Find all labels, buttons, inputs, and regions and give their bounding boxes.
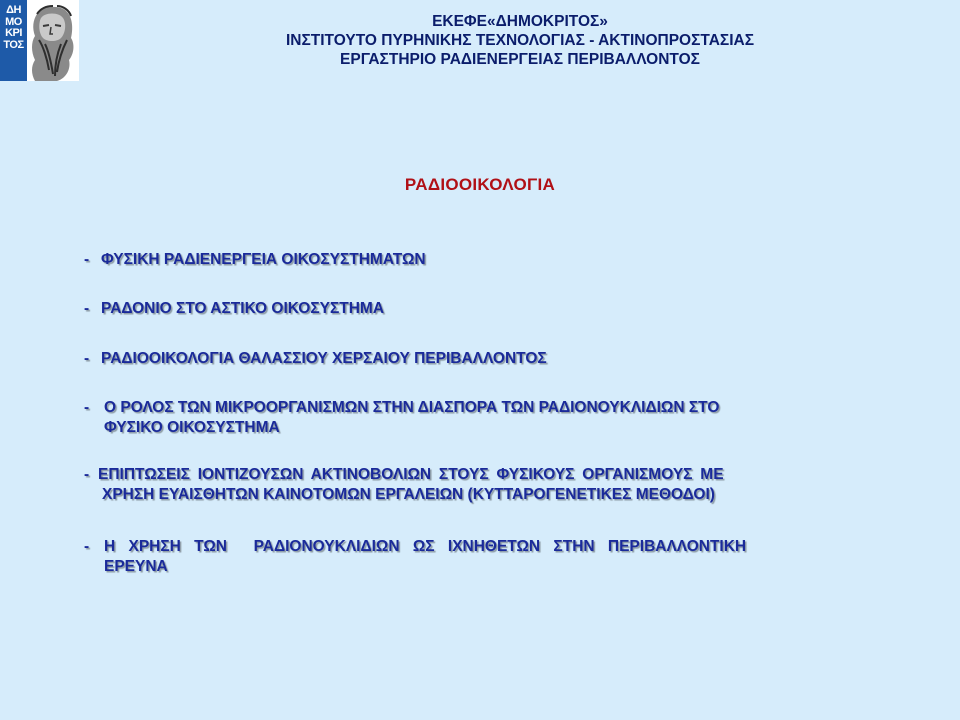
list-item-text: Η ΧΡΗΣΗ ΤΩΝ ΡΑΔΙΟΝΟΥΚΛΙΔΙΩΝ ΩΣ ΙΧΝΗΘΕΤΩΝ ΣΤΗΝ ΠΕΡΙΒΑΛΛΟΝΤΙΚΗ xyxy=(104,538,747,555)
page-title xyxy=(0,175,960,195)
list-item-text: ΡΑΔΟΝΙΟ ΣΤΟ ΑΣΤΙΚΟ ΟΙΚΟΣΥΣΤΗΜΑ xyxy=(101,300,385,317)
logo-text-line: ΜΟ xyxy=(5,15,22,28)
header-line-institute: ΙΝΣΤΙΤΟΥΤΟ ΠΥΡΗΝΙΚΗΣ ΤΕΧΝΟΛΟΓΙΑΣ - ΑΚΤΙΝΟΠΡΟΣΤΑΣΙΑΣ xyxy=(285,32,755,49)
democritus-bust-icon xyxy=(27,0,79,81)
list-item xyxy=(84,299,884,319)
list-dash: - xyxy=(84,251,90,268)
list-item-text-continued: ΧΡΗΣΗ ΕΥΑΙΣΘΗΤΩΝ ΚΑΙΝΟΤΟΜΩΝ ΕΡΓΑΛΕΙΩΝ (ΚΥΤΤΑΡΟΓΕΝΕΤΙΚΕΣ ΜΕΘΟΔΟΙ) xyxy=(102,486,715,503)
logo-text-line: ΚΡΙ xyxy=(5,27,22,39)
list-item-text-continued: ΕΡΕΥΝΑ xyxy=(104,558,168,575)
list-dash: - xyxy=(84,300,90,317)
list-item-text: ΦΥΣΙΚΗ ΡΑΔΙΕΝΕΡΓΕΙΑ ΟΙΚΟΣΥΣΤΗΜΑΤΩΝ xyxy=(101,251,426,268)
page-title-text: ΡΑΔΙΟΟΙΚΟΛΟΓΙΑ xyxy=(404,175,556,194)
logo-text-strip xyxy=(0,0,27,81)
list-dash: - xyxy=(84,399,90,416)
list-dash: - xyxy=(84,350,90,367)
list-item xyxy=(84,537,884,577)
list-item xyxy=(84,349,884,369)
list-item-text: ΡΑΔΙΟΟΙΚΟΛΟΓΙΑ ΘΑΛΑΣΣΙΟΥ ΧΕΡΣΑΙΟΥ ΠΕΡΙΒΑΛΛΟΝΤΟΣ xyxy=(101,350,547,367)
list-item xyxy=(84,250,884,270)
header-line-laboratory: ΕΡΓΑΣΤΗΡΙΟ ΡΑΔΙΕΝΕΡΓΕΙΑΣ ΠΕΡΙΒΑΛΛΟΝΤΟΣ xyxy=(340,51,700,68)
header-line-organization: ΕΚΕΦΕ«ΔΗΜΟΚΡΙΤΟΣ» xyxy=(432,13,608,30)
democritos-logo xyxy=(0,0,79,81)
list-item xyxy=(84,465,884,505)
list-item-text: Ο ΡΟΛΟΣ ΤΩΝ ΜΙΚΡΟΟΡΓΑΝΙΣΜΩΝ ΣΤΗΝ ΔΙΑΣΠΟΡΑ ΤΩΝ ΡΑΔΙΟΝΟΥΚΛΙΔΙΩΝ ΣΤΟ xyxy=(104,399,720,416)
list-dash: - xyxy=(84,538,90,555)
institution-header xyxy=(80,12,960,69)
logo-text-line: ΔΗ xyxy=(6,4,21,16)
list-item-text-continued: ΦΥΣΙΚΟ ΟΙΚΟΣΥΣΤΗΜΑ xyxy=(104,419,280,436)
list-item-text: ΕΠΙΠΤΩΣΕΙΣ ΙΟΝΤΙΖΟΥΣΩΝ ΑΚΤΙΝΟΒΟΛΙΩΝ ΣΤΟΥΣ ΦΥΣΙΚΟΥΣ ΟΡΓΑΝΙΣΜΟΥΣ ΜΕ xyxy=(98,466,724,483)
logo-text-line: ΤΟΣ xyxy=(3,38,24,51)
list-dash: - xyxy=(84,466,90,483)
list-item xyxy=(84,398,884,438)
